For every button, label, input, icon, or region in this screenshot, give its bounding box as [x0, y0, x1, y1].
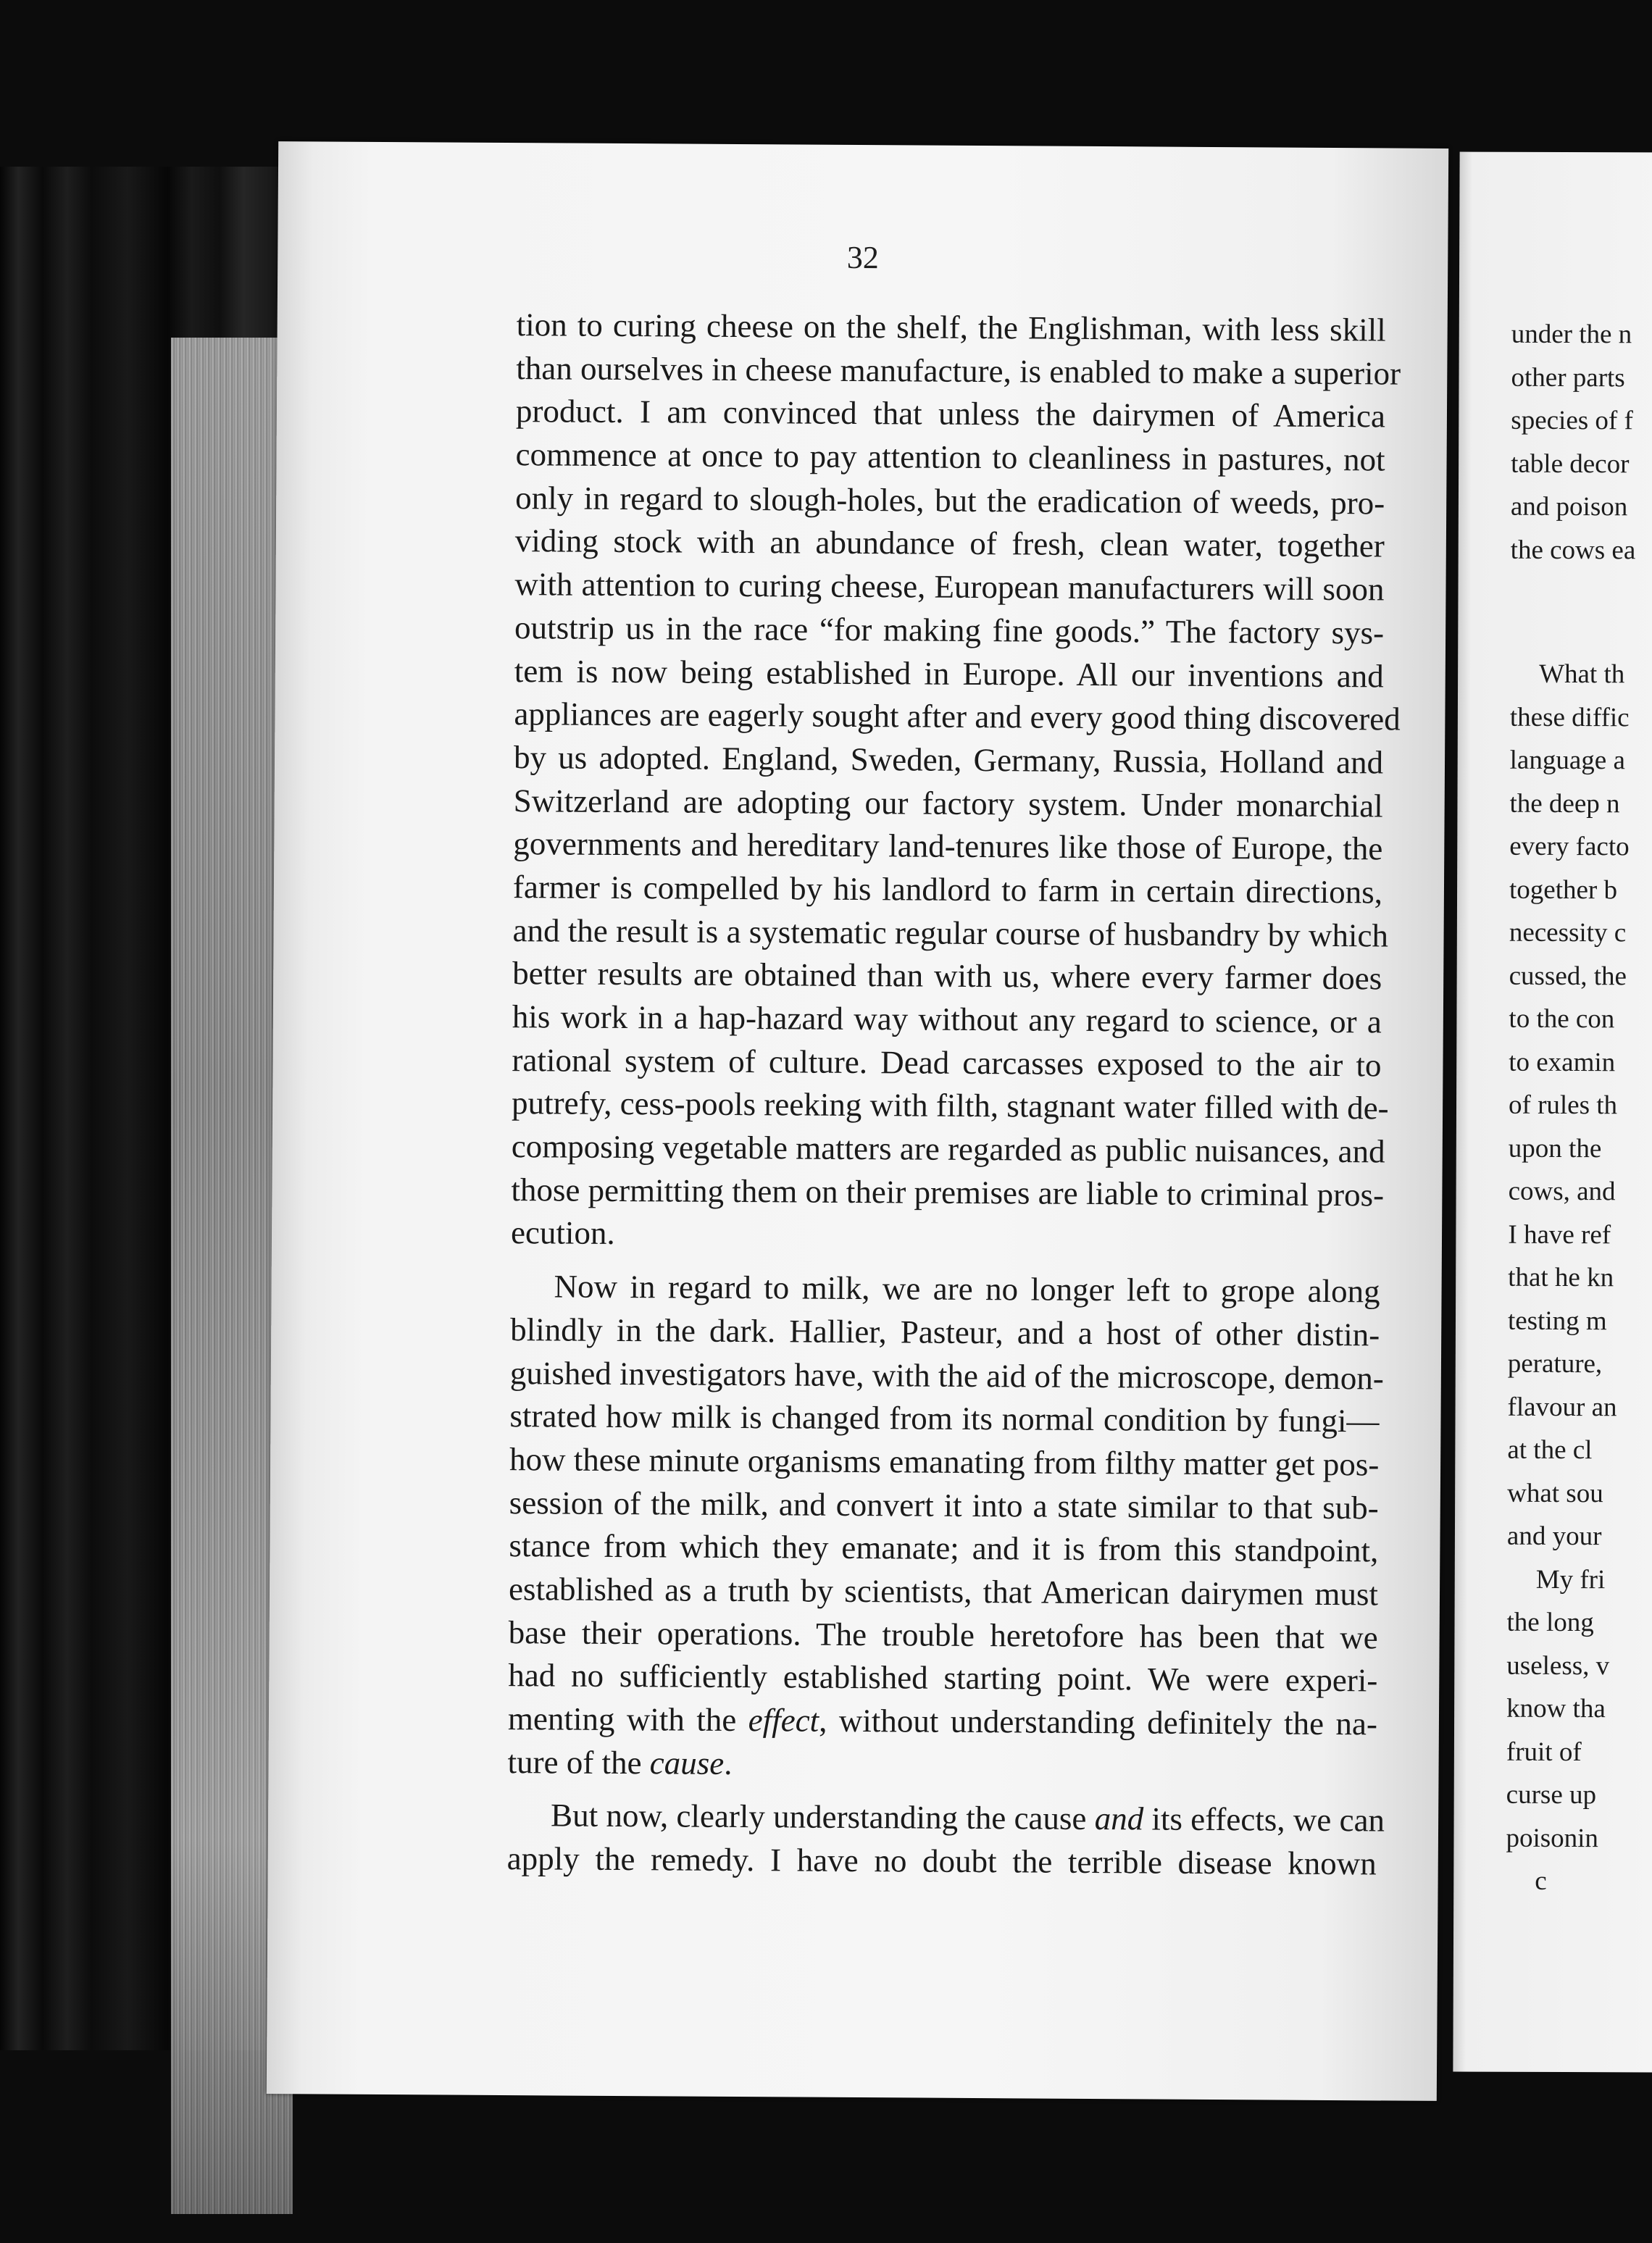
text-line: those permitting them on their premises are liable to criminal pros-: [511, 1171, 1385, 1214]
text-line: blindly in the dark. Hallier, Pasteur, and a host of other distin-: [510, 1311, 1380, 1353]
text-line: ecution.: [510, 1214, 615, 1252]
facing-page-text: [1506, 313, 1652, 1903]
text-line: guished investigators have, with the aid of the microscope, demon-: [509, 1354, 1384, 1396]
text-line: Switzerland are adopting our factory system. Under monarchial: [513, 782, 1383, 824]
text-line: and the result is a systematic regular course of husbandry by which: [512, 911, 1389, 954]
italic-word: cause: [649, 1744, 725, 1782]
text-run: .: [724, 1745, 733, 1782]
italic-word: and: [1094, 1800, 1144, 1837]
text-run: , without understanding definitely the na-: [819, 1702, 1378, 1742]
facing-line: know tha: [1506, 1693, 1606, 1724]
facing-line: cows, and: [1508, 1176, 1616, 1207]
text-line: apply the remedy. I have no doubt the terrible disease known: [506, 1840, 1377, 1882]
text-line: commence at once to pay attention to cleanliness in pastures, not: [515, 436, 1385, 478]
page-body-text: [506, 304, 1401, 1886]
book-spine-edge: [0, 167, 304, 2050]
facing-line: perature,: [1507, 1348, 1603, 1379]
facing-line: My fri: [1535, 1564, 1606, 1595]
facing-line: and your: [1506, 1521, 1602, 1552]
facing-line: useless, v: [1506, 1650, 1610, 1681]
facing-line: species of f: [1511, 405, 1633, 436]
facing-line: poisonin: [1506, 1823, 1599, 1853]
facing-line: what sou: [1507, 1478, 1603, 1508]
text-line: rational system of culture. Dead carcasses exposed to the air to: [512, 1041, 1382, 1084]
facing-line: other parts: [1511, 362, 1625, 393]
text-line: tem is now being established in Europe. All our inventions and: [514, 652, 1384, 694]
facing-line: the cows ea: [1510, 535, 1636, 565]
text-line: tion to curing cheese on the shelf, the Englishman, with less skill: [516, 306, 1386, 348]
text-run: ture of the: [507, 1743, 650, 1781]
text-line: strated how milk is changed from its normal condition by fungi—: [509, 1398, 1380, 1440]
facing-line: c: [1535, 1866, 1547, 1896]
paragraph-first-line: [507, 1794, 1385, 1842]
facing-line: at the cl: [1507, 1434, 1593, 1466]
facing-line: I have ref: [1508, 1219, 1611, 1250]
facing-line: necessity c: [1509, 917, 1627, 948]
text-line: established as a truth by scientists, that American dairymen must: [508, 1571, 1379, 1613]
facing-line: What th: [1539, 659, 1625, 690]
text-run: its effects, we can: [1143, 1800, 1385, 1839]
book-page: [267, 141, 1448, 2101]
text-line: only in regard to slough-holes, but the eradication of weeds, pro-: [515, 479, 1385, 522]
facing-line: curse up: [1506, 1779, 1597, 1810]
facing-line: upon the: [1508, 1133, 1602, 1164]
italic-word: effect: [748, 1702, 819, 1739]
text-line: his work in a hap-hazard way without any regard to science, or a: [512, 998, 1382, 1040]
text-line: governments and hereditary land-tenures like those of Europe, the: [513, 825, 1383, 867]
text-line: had no sufficiently established starting point. We were experi-: [508, 1657, 1378, 1699]
text-line: [507, 1741, 1377, 1789]
facing-line: and poison: [1510, 491, 1628, 522]
text-line: product. I am convinced that unless the dairymen of America: [515, 393, 1386, 435]
facing-line: to the con: [1509, 1003, 1615, 1035]
facing-line: the long: [1506, 1607, 1594, 1638]
text-line: viding stock with an abundance of fresh, clean water, together: [514, 522, 1385, 564]
facing-line: these diffic: [1509, 702, 1630, 732]
facing-line: language a: [1509, 745, 1625, 776]
facing-line: together b: [1509, 874, 1618, 905]
text-line: stance from which they emanate; and it is from this standpoint,: [509, 1527, 1379, 1569]
text-line: putrefy, cess-pools reeking with filth, stagnant water filled with de-: [511, 1085, 1389, 1127]
facing-line: flavour an: [1507, 1392, 1617, 1422]
text-line: appliances are eagerly sought after and every good thing discovered: [514, 696, 1401, 738]
text-line: farmer is compelled by his landlord to farm in certain directions,: [512, 869, 1383, 911]
facing-line: cussed, the: [1509, 961, 1627, 991]
facing-line: every facto: [1509, 831, 1630, 862]
text-line: better results are obtained than with us, where every farmer does: [512, 955, 1382, 997]
text-line: how these minute organisms emanating from filthy matter get pos-: [509, 1440, 1380, 1483]
facing-line: of rules th: [1508, 1090, 1618, 1121]
facing-line: fruit of: [1506, 1737, 1582, 1767]
text-line: [508, 1697, 1377, 1746]
facing-line: that he kn: [1508, 1262, 1614, 1293]
text-line: by us adopted. England, Sweden, Germany, Russia, Holland and: [513, 738, 1384, 781]
text-line: composing vegetable matters are regarded as public nuisances, and: [511, 1128, 1385, 1170]
text-line: than ourselves in cheese manufacture, is enabled to make a superior: [516, 349, 1401, 392]
facing-line: testing m: [1507, 1306, 1607, 1336]
facing-line: table decor: [1511, 448, 1630, 479]
text-line: with attention to curing cheese, European manufacturers will soon: [514, 566, 1385, 608]
text-line: session of the milk, and convert it into a state similar to that sub-: [509, 1484, 1379, 1526]
page-number: 32: [846, 239, 879, 276]
text-run: But now, clearly understanding the cause: [550, 1797, 1095, 1837]
text-line: base their operations. The trouble heretofore has been that we: [508, 1613, 1378, 1656]
text-line: outstrip us in the race “for making fine goods.” The factory sys-: [514, 609, 1385, 651]
facing-page: [1453, 152, 1652, 2073]
facing-line: under the n: [1511, 319, 1632, 350]
paragraph-first-line: Now in regard to milk, we are no longer left to grope along: [554, 1268, 1380, 1310]
facing-line: the deep n: [1509, 788, 1620, 819]
facing-line: to examin: [1509, 1047, 1616, 1077]
text-run: menting with the: [507, 1700, 748, 1739]
